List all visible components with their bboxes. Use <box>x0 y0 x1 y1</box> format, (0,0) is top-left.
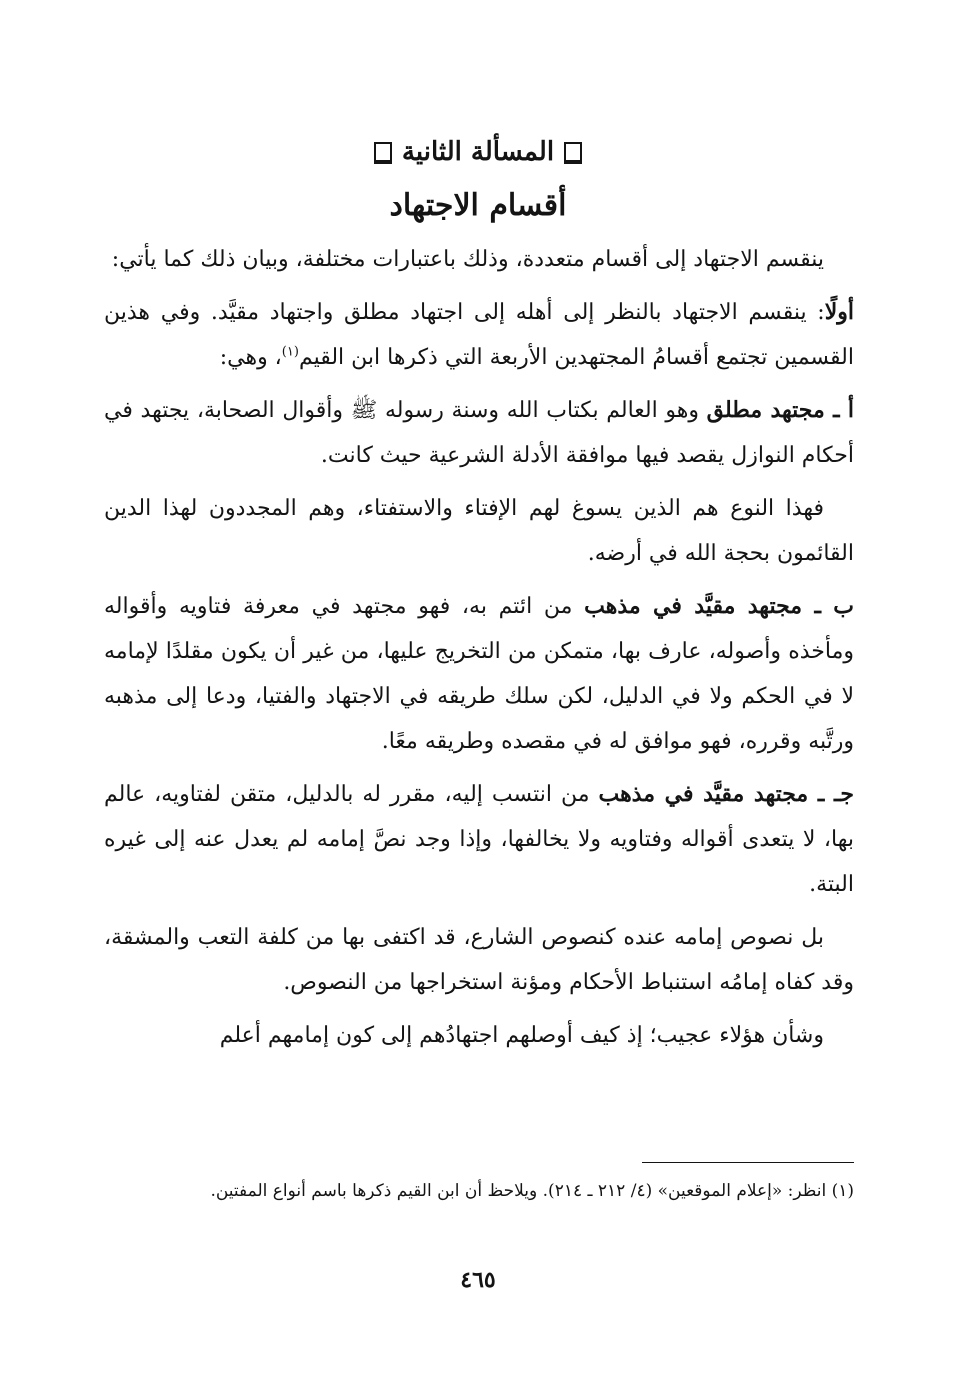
paragraph-absolute-mujtahid <box>104 388 854 478</box>
paragraph-lead: أ ـ مجتهد مطلق <box>706 397 854 423</box>
section-title-text: المسألة الثانية <box>401 137 555 167</box>
paragraph-text: : ينقسم الاجتهاد بالنظر إلى أهله إلى اجتهاد مطلق واجتهاد مقيَّد. وفي هذين القسمين تجتمع أقسامُ المجتهدين الأربعة التي ذكرها ابن القيم <box>104 300 854 370</box>
section-title <box>0 130 956 174</box>
footnote-divider <box>642 1162 854 1163</box>
paragraph-text: من ائتم به، فهو مجتهد في معرفة فتاويه وأقواله ومأخذه وأصوله، عارف بها، متمكن من التخريج عليها، من غير أن يكون مقلدًا لإمامه لا في الحكم ولا في الدليل، لكن سلك طريقه في الاجتهاد والفتيا، ودعا إلى مذهبه ورتَّبه وقرره، فهو موافق له في مقصده وطريقه معًا. <box>104 594 854 754</box>
paragraph-text: من انتسب إليه، مقرر له بالدليل، متقن لفتاويه، عالم بها، لا يتعدى أقواله وفتاويه ولا يخالفها، وإذا وجد نصَّ إمامه لم يعدل عنه إلى غيره البتة. <box>104 782 854 897</box>
paragraph-text: وهو العالم بكتاب الله وسنة رسوله ﷺ وأقوال الصحابة، يجتهد في أحكام النوازل يقصد فيها موافقة الأدلة الشرعية حيث كانت. <box>104 398 854 468</box>
square-bullet-icon <box>374 142 392 164</box>
chapter-title: أقسام الاجتهاد <box>389 188 567 223</box>
square-bullet-icon <box>564 142 582 164</box>
paragraph-renewers: فهذا النوع هم الذين يسوغ لهم الإفتاء والاستفتاء، وهم المجددون لهذا الدين القائمون بحجة الله في أرضه. <box>104 496 854 566</box>
paragraph-lead: أولًا <box>824 299 854 325</box>
page-number: ٤٦٥ <box>460 1267 496 1293</box>
paragraph-tail: ، وهي: <box>219 345 282 370</box>
paragraph-intro: ينقسم الاجتهاد إلى أقسام متعددة، وذلك باعتبارات مختلفة، وبيان ذلك كما يأتي: <box>111 247 824 272</box>
body-text <box>104 237 854 1066</box>
footnote: (١) انظر: «إعلام الموقعين» (٤/ ٢١٢ ـ ٢١٤). ويلاحظ أن ابن القيم ذكرها باسم أنواع المفتين. <box>210 1181 854 1201</box>
paragraph-imam-texts: بل نصوص إمامه عنده كنصوص الشارع، قد اكتفى بها من كلفة التعب والمشقة، وقد كفاه إمامُه استنباط الأحكام ومؤنة استخراجها من النصوص. <box>104 925 854 995</box>
footnote-reference: (١) <box>281 344 299 360</box>
paragraph-strange-affair: وشأن هؤلاء عجيب؛ إذ كيف أوصلهم اجتهادُهم إلى كون إمامهم أعلم <box>219 1023 824 1048</box>
paragraph-lead: ب ـ مجتهد مقيَّد في مذهب <box>584 593 854 619</box>
paragraph-restricted-mujtahid-b <box>104 584 854 764</box>
paragraph-restricted-mujtahid-c <box>104 772 854 907</box>
paragraph-first-division <box>104 290 854 380</box>
paragraph-lead: جـ ـ مجتهد مقيَّد في مذهب <box>598 781 854 807</box>
